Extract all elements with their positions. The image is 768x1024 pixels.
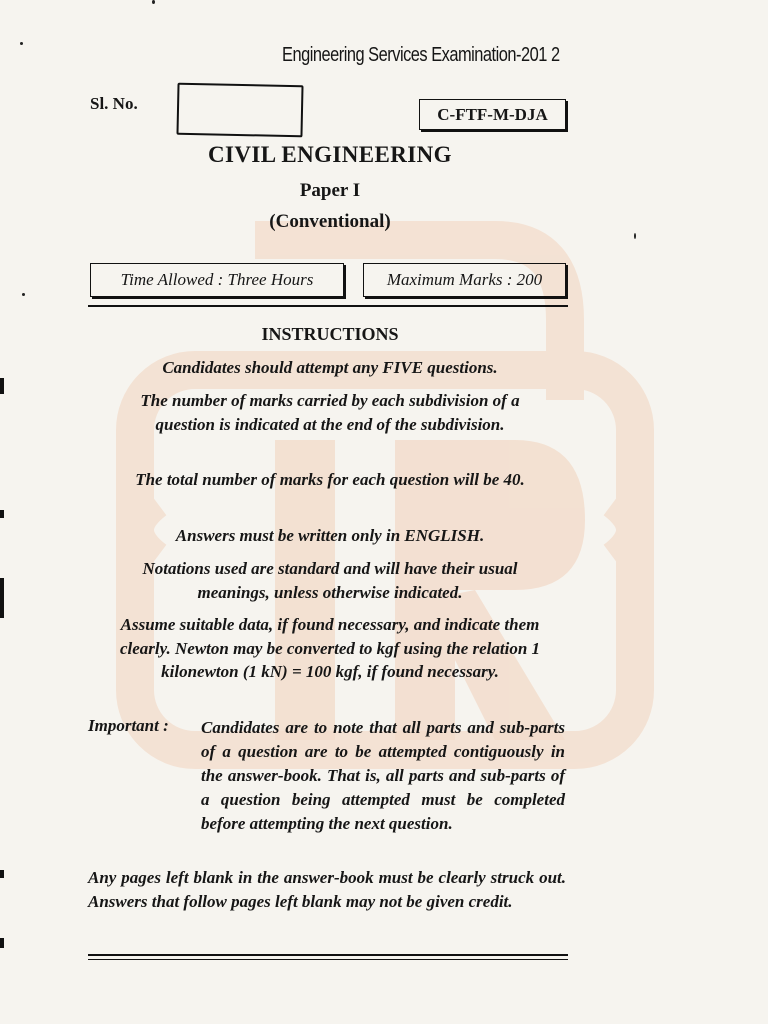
instruction-item: The total number of marks for each question will be 40. xyxy=(135,470,525,489)
paper-code-box: C-FTF-M-DJA xyxy=(419,99,566,130)
instructions-heading: INSTRUCTIONS xyxy=(261,324,399,344)
scan-speck xyxy=(20,42,23,45)
important-label: Important : xyxy=(88,716,169,735)
paper-number: Paper I xyxy=(299,180,361,201)
exam-title: Engineering Services Examination-201 2 xyxy=(282,44,560,66)
blank-pages-note: Any pages left blank in the answer-book must be clearly struck out. Answers that follow pages left blank may not be given credit. xyxy=(88,868,566,911)
scan-mark xyxy=(0,870,4,878)
serial-number-label: Sl. No. xyxy=(90,94,138,113)
instruction-item: Assume suitable data, if found necessary, and indicate them clearly. Newton may be converted to kgf using the relation 1 kilonewton (1 kN) = 100 kgf, if found necessary. xyxy=(119,615,541,681)
bottom-rule xyxy=(88,959,568,960)
scan-speck xyxy=(634,233,636,239)
maximum-marks-box: Maximum Marks : 200 xyxy=(363,263,566,297)
scan-speck xyxy=(22,293,25,296)
instruction-item: The number of marks carried by each subdivision of a question is indicated at the end of the subdivision. xyxy=(140,391,520,434)
instruction-item: Answers must be written only in ENGLISH. xyxy=(175,526,485,545)
instruction-item: Candidates should attempt any FIVE questions. xyxy=(162,358,498,377)
bottom-rule xyxy=(88,954,568,956)
important-text: Candidates are to note that all parts and sub-parts of a question are to be attempted contiguously in the answer-book. That is, all parts and sub-parts of a question being attempted must be completed before attempting the next question. xyxy=(201,718,565,833)
scan-mark xyxy=(0,378,4,394)
serial-number-box xyxy=(176,83,303,138)
time-allowed-box: Time Allowed : Three Hours xyxy=(90,263,344,297)
subject-title: CIVIL ENGINEERING xyxy=(208,142,452,167)
instruction-item: Notations used are standard and will have their usual meanings, unless otherwise indicated. xyxy=(142,559,518,602)
scan-mark xyxy=(0,938,4,948)
scan-mark xyxy=(0,578,4,618)
scan-mark xyxy=(0,510,4,518)
scan-speck xyxy=(152,0,155,4)
divider-rule xyxy=(88,305,568,307)
paper-type: (Conventional) xyxy=(269,211,391,232)
